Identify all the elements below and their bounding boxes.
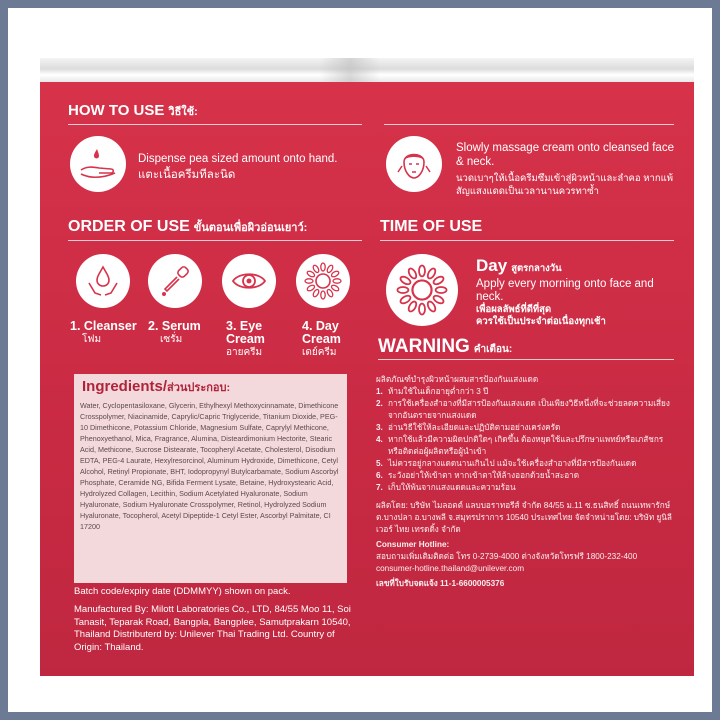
face-massage-icon	[386, 136, 442, 192]
eye-icon	[222, 254, 276, 308]
ingredients-box	[74, 374, 347, 583]
warning-heading: WARNING คำเตือน:	[378, 336, 513, 357]
hotline-info: สอบถามเพิ่มเติมติดต่อ โทร 0-2739-4000 ต่างจังหวัดโทรฟรี 1800-232-400 consumer-hotline.thailand@unilever.com	[376, 552, 638, 573]
warning-intro: ผลิตภัณฑ์บำรุงผิวหน้าผสมสารป้องกันแสงแดด	[376, 375, 539, 384]
divider	[68, 124, 362, 125]
divider	[380, 240, 674, 241]
manufacturer-info: Manufactured By: Milott Laboratories Co., LTD, 84/55 Moo 11, Soi Tanasit, Teparak Road, Bangpla, Bangplee, Samutprakarn 10540, Thailand Distributerd by: Unilever Thai Trading Ltd. Country of Origin: Thailand.	[74, 604, 351, 653]
batch-code-note: Batch code/expiry date (DDMMYY) shown on pack.	[74, 586, 291, 597]
hand-dispense-icon	[70, 136, 126, 192]
warning-item: 2. การใช้เครื่องสำอางที่มีสารป้องกันแสงแดด เป็นเพียงวิธีหนึ่งที่จะช่วยลดความเสี่ยงจากอันตรายจากแสงแดด	[376, 399, 670, 420]
sun-icon	[386, 254, 458, 326]
how-to-use-heading: HOW TO USE วิธีใช้:	[68, 102, 198, 119]
order-step-3: 3. Eye Cream อายครีม	[226, 319, 265, 358]
divider	[68, 240, 362, 241]
warning-item: 3. อ่านวิธีใช้ให้ละเอียดและปฏิบัติตามอย่างเคร่งครัด	[376, 423, 561, 432]
order-step-1: 1. Cleanser โฟม	[70, 319, 137, 345]
producer-info-th: ผลิตโดย: บริษัท ไมลอตต์ แลบบอราทอรีส์ จำกัด 84/55 ม.11 ซ.ธนสิทธิ์ ถนนเทพารักษ์ ต.บางปลา อ.บางพลี จ.สมุทรปราการ 10540 ประเทศไทย จัดจำหน่ายโดย: บริษัท ยูนิลีเวอร์ ไทย เทรดดิ้ง จำกัด	[376, 501, 672, 534]
divider	[378, 359, 674, 360]
order-of-use-heading: ORDER OF USE ขั้นตอนเพื่อผิวอ่อนเยาว์:	[68, 218, 308, 235]
warning-item: 4. หากใช้แล้วมีความผิดปกติใดๆ เกิดขึ้น ต้องหยุดใช้และปรึกษาแพทย์หรือเภสัชกร หรือติดต่อผู้ผลิตหรือผู้นำเข้า	[376, 435, 664, 456]
warning-item: 7. เก็บให้พ้นจากแสงแดดและความร้อน	[376, 483, 516, 492]
order-step-2: 2. Serum เซรั่ม	[148, 319, 201, 345]
warning-item: 5. ไม่ควรอยู่กลางแดดนานเกินไป แม้จะใช้เครื่องสำอางที่มีสารป้องกันแดด	[376, 459, 637, 468]
sun-icon	[296, 254, 350, 308]
image-frame	[8, 8, 712, 712]
ingredients-list: Water, Cyclopentasiloxane, Glycerin, Ethylhexyl Methoxycinnamate, Dimethicone Crosspolymer, Niacinamide, Caprylic/Capric Triglyceride, Titanium Dioxide, PEG-10 Dimethicone, Potassium Chloride, Magnesium Sulfate, Caprylyl Methicone, Phenoxyethanol, Mica, Fragrance, Alumina, Disteardimonium Hectorite, Stearic Acid, Methicone, Sucrose Distearate, Tocopheryl Acetate, Cholesterol, Disodium EDTA, PEG-4 Laurate, Hexylresorcinol, Aluminum Hydroxide, Dimethicone, Cetyl Alcohol, Retinyl Propionate, BHT, Iodopropynyl Butylcarbamate, Sodium Ascorbyl Phosphate, Ceramide NG, Bifida Ferment Lysate, Betaine, Hydroxystearic Acid, Hydrolyzed Collagen, Lecithin, Sodium Acetylated Hyaluronate, Sodium Hyaluronate, Sodium Hyaluronate Crosspolymer, Retinol, Hydrolyzed Sodium Hyaluronate, Tocopherol, Acetyl Dipeptide-1 Cetyl Ester, Ascorbyl Palmitate, CI 17200	[80, 401, 339, 531]
warning-item: 6. ระวังอย่าให้เข้าตา หากเข้าตาให้ล้างออกด้วยน้ำสะอาด	[376, 471, 580, 480]
divider	[384, 124, 674, 125]
hotline-label: Consumer Hotline:	[376, 540, 450, 549]
cleanser-drop-hands-icon	[76, 254, 130, 308]
time-of-use-heading: TIME OF USE	[380, 218, 483, 235]
warning-list	[376, 374, 676, 590]
day-label: Day สูตรกลางวัน	[476, 256, 562, 275]
pack-lid-rim	[40, 58, 694, 82]
day-instructions: Apply every morning onto face and neck. เพื่อผลลัพธ์ที่ดีที่สุด ควรใช้เป็นประจำต่อเนื่องทุกเช้า	[476, 278, 654, 327]
ingredients-heading: Ingredients/ส่วนประกอบ:	[82, 378, 231, 395]
step1-text: Dispense pea sized amount onto hand. แตะเนื้อครีมทีละนิด	[138, 153, 338, 181]
warning-item: 1. ห้ามใช้ในเด็กอายุต่ำกว่า 3 ปี	[376, 387, 489, 396]
product-pack-panel	[40, 58, 694, 676]
serum-dropper-icon	[148, 254, 202, 308]
order-step-4: 4. Day Cream เดย์ครีม	[302, 319, 341, 358]
step2-text: Slowly massage cream onto cleansed face & neck. นวดเบาๆให้เนื้อครีมซึมเข้าสู่ผิวหน้าและลำคอ หากแพ้สัญแสงแดดเป็นเวลานานควรทาซ้ำ	[456, 142, 674, 197]
registration-number: เลขที่ใบรับจดแจ้ง 11-1-6600005376	[376, 579, 505, 588]
